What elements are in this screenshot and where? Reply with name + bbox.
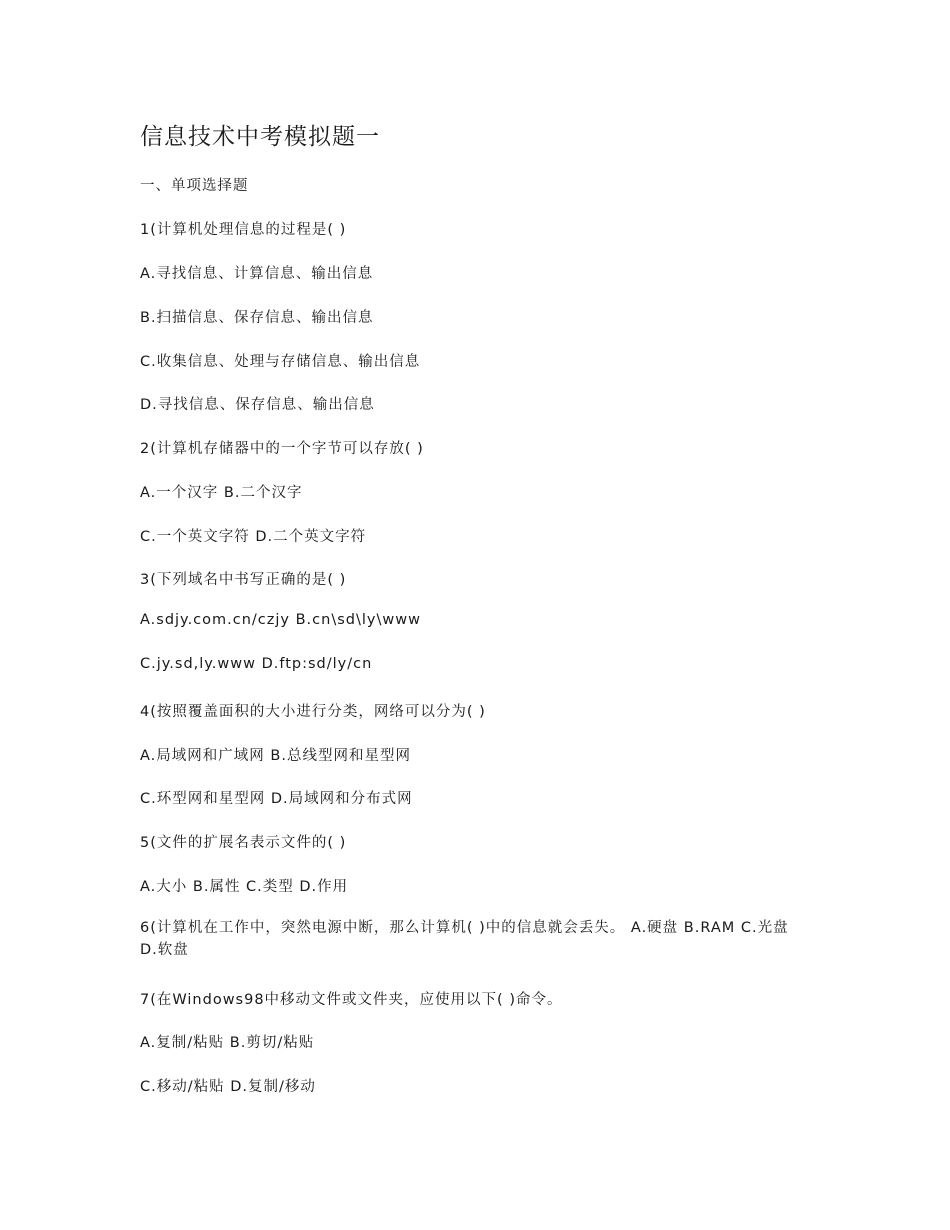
option-line: A.寻找信息、计算信息、输出信息 [140,266,374,282]
question-4: 4(按照覆盖面积的大小进行分类，网络可以分为( ) [140,704,486,720]
option-line: C.一个英文字符 D.二个英文字符 [140,529,367,545]
option-line: B.扫描信息、保存信息、输出信息 [140,310,374,326]
option-line: D.寻找信息、保存信息、输出信息 [140,397,375,413]
option-line: A.大小 B.属性 C.类型 D.作用 [140,879,349,895]
question-1: 1(计算机处理信息的过程是( ) [140,222,347,238]
question-7: 7(在Windows98中移动文件或文件夹，应使用以下( )命令。 [140,992,563,1008]
question-2: 2(计算机存储器中的一个字节可以存放( ) [140,441,424,457]
option-line: A.局域网和广域网 B.总线型网和星型网 [140,748,411,764]
option-line: A.sdjy.com.cn/czjy B.cn\sd\ly\www [140,612,421,628]
option-line: A.复制/粘贴 B.剪切/粘贴 [140,1035,315,1051]
option-line: C.收集信息、处理与存储信息、输出信息 [140,354,421,370]
document-title: 信息技术中考模拟题一 [140,124,380,150]
option-line: A.一个汉字 B.二个汉字 [140,485,303,501]
option-line: C.移动/粘贴 D.复制/移动 [140,1079,316,1095]
question-6: 6(计算机在工作中，突然电源中断，那么计算机( )中的信息就会丢失。 A.硬盘 B.RAM C.光盘 D.软盘 [140,920,789,958]
question-5: 5(文件的扩展名表示文件的( ) [140,835,347,851]
section-heading: 一、单项选择题 [140,178,249,194]
option-line: C.环型网和星型网 D.局域网和分布式网 [140,791,413,807]
option-line: C.jy.sd,ly.www D.ftp:sd/ly/cn [140,656,373,672]
question-3: 3(下列域名中书写正确的是( ) [140,572,347,588]
